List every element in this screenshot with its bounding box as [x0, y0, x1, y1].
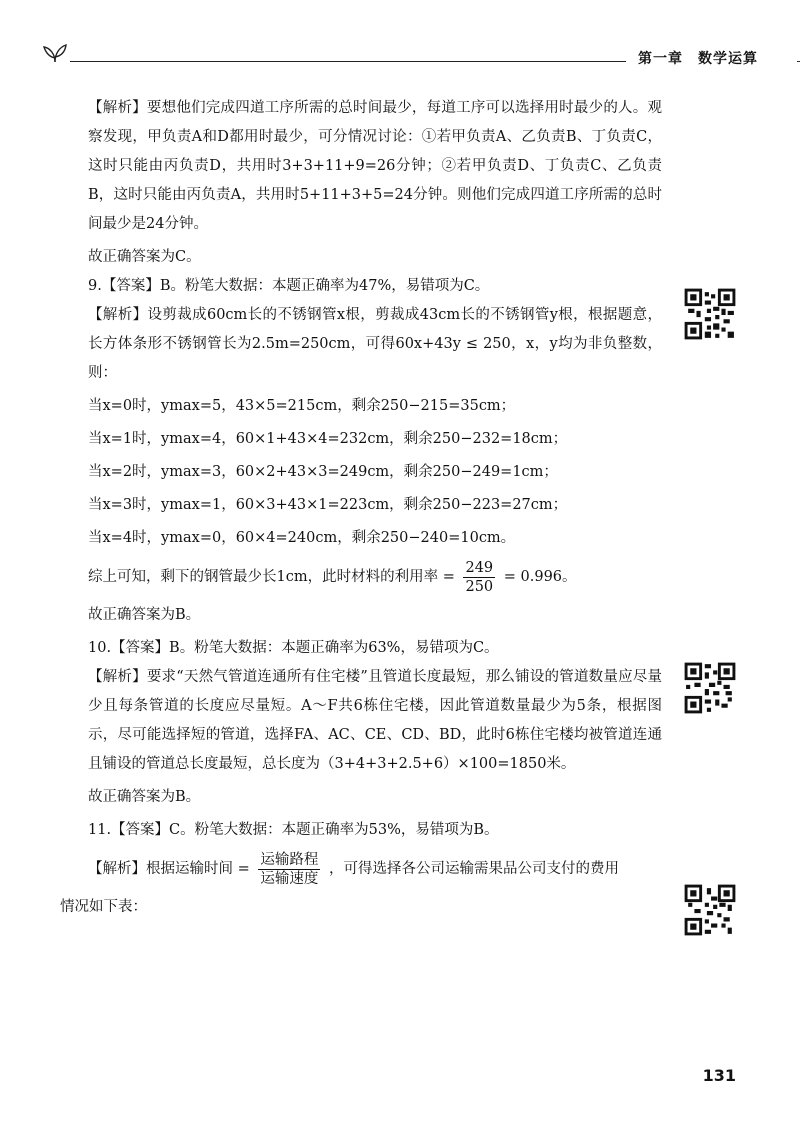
header-rule	[70, 61, 626, 62]
page-number: 131	[702, 1066, 736, 1085]
q9-conclusion: 故正确答案为B。	[88, 607, 201, 623]
analysis-paragraph: 【解析】要想他们完成四道工序所需的总时间最少，每道工序可以选择用时最少的人。观察发现，甲负责A和D都用时最少，可分情况讨论：①若甲负责A、乙负责B、丁负责C，这时只能由丙负责D，共用时3+3+11+9=26分钟；②若甲负责D、丁负责C、乙负责B，这时只能由丙负责A，共用时5+11+3+5=24分钟。则他们完成四道工序所需的总时间最少是24分钟。	[88, 100, 662, 232]
page-header	[40, 40, 800, 76]
q9-fraction-denominator: 250	[465, 578, 494, 595]
qr-code-icon[interactable]	[684, 884, 736, 936]
q9-case-0: 当x=0时，ymax=5，43×5=215cm，剩余250−215=35cm；	[88, 398, 516, 414]
q9-summary-pre: 综上可知，剩下的钢管最少长1cm，此时材料的利用率 =	[88, 569, 455, 585]
q11-tail: 情况如下表：	[60, 899, 147, 915]
q9-summary	[60, 553, 662, 601]
q9-answer: 9.【答案】B。粉笔大数据：本题正确率为47%，易错项为C。	[88, 278, 490, 294]
page-content	[60, 94, 662, 922]
q9-case-1: 当x=1时，ymax=4，60×1+43×4=232cm，剩余250−232=18cm；	[88, 431, 568, 447]
q11-answer: 11.【答案】C。粉笔大数据：本题正确率为53%，易错项为B。	[88, 822, 499, 838]
q9-summary-post: = 0.996。	[503, 569, 577, 585]
q9-case-2: 当x=2时，ymax=3，60×2+43×3=249cm，剩余250−249=1cm；	[88, 464, 558, 480]
qr-code-icon[interactable]	[684, 288, 736, 340]
q11-analysis-pre: 【解析】根据运输时间 =	[88, 861, 250, 877]
q10-answer: 10.【答案】B。粉笔大数据：本题正确率为63%，易错项为C。	[88, 640, 499, 656]
q11-analysis-post: ，可得选择各公司运输需果品公司支付的费用	[328, 861, 619, 877]
conclusion-text: 故正确答案为C。	[88, 249, 201, 265]
chapter-title: 第一章 数学运算	[638, 51, 758, 67]
leaf-icon	[42, 42, 68, 64]
q9-fraction	[463, 559, 495, 596]
q10-analysis: 【解析】要求“天然气管道连通所有住宅楼”且管道长度最短，那么铺设的管道数量应尽量少且每条管道的长度应尽量短。A～F共6栋住宅楼，因此管道数量最少为5条，根据图示，尽可能选择短的管道，选择FA、AC、CE、CD、BD，此时6栋住宅楼均被管道连通且铺设的管道总长度最短，总长度为（3+4+3+2.5+6）×100=1850米。	[88, 669, 662, 772]
q9-fraction-numerator: 249	[465, 559, 494, 576]
q11-fraction	[258, 851, 320, 888]
q11-fraction-denominator: 运输速度	[260, 870, 319, 887]
q9-analysis: 【解析】设剪裁成60cm长的不锈钢管x根，剪裁成43cm长的不锈钢管y根，根据题意，长方体条形不锈钢管长为2.5m=250cm，可得60x+43y ≤ 250，x，y均为非负整数，则：	[88, 307, 662, 381]
q10-conclusion: 故正确答案为B。	[88, 789, 201, 805]
qr-code-icon[interactable]	[684, 662, 736, 714]
q11-fraction-numerator: 运输路程	[260, 851, 319, 868]
q9-case-4: 当x=4时，ymax=0，60×4=240cm，剩余250−240=10cm。	[88, 530, 516, 546]
q11-analysis	[60, 845, 662, 893]
q9-case-3: 当x=3时，ymax=1，60×3+43×1=223cm，剩余250−223=27cm；	[88, 497, 568, 513]
